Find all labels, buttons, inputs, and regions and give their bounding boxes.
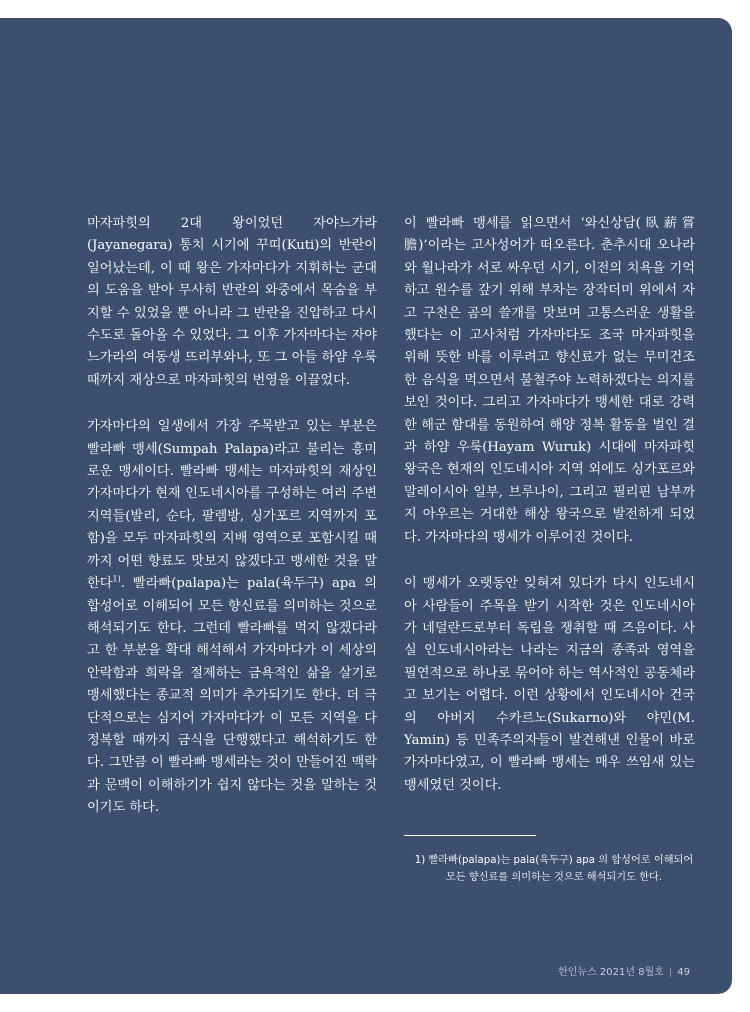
footnote-line: 1) 빨라빠(palapa)는 pala(육두구) apa 의 합성어로 이해되어	[414, 855, 694, 866]
page-number: 49	[677, 967, 690, 978]
footnote	[404, 852, 704, 886]
body-paragraph	[87, 416, 377, 819]
footnote-divider	[404, 835, 536, 836]
body-paragraph: 마자파힛의 2대 왕이었던 자야느가라(Jayanegara) 통치 시기에 꾸띠(Kuti)의 반란이 일어났는데, 이 때 왕은 가자마다가 지휘하는 군대의 도움을 받아 무사히 반란의 와중에서 목숨을 부지할 수 있었을 뿐 아니라 그 반란을 진압하고 다시 수도로 돌아올 수 있었다. 그 이후 가자마다는 자야느가라의 여동생 뜨리부와나, 또 그 아들 하얌 우룩 때까지 재상으로 마자파힛의 번영을 이끌었다.	[87, 216, 377, 388]
publication-name: 한인뉴스 2021년 8월호	[558, 967, 664, 978]
body-paragraph: 이 빨라빠 맹세를 읽으면서 ‘와신상담(臥薪嘗膽)’이라는 고사성어가 떠오른다. 춘추시대 오나라와 월나라가 서로 싸우던 시기, 이전의 치욕을 기억하고 원수를 갚기 위해 부차는 장작더미 위에서 자고 구천은 곰의 쓸개를 맛보며 고통스러운 생활을 했다는 이 고사처럼 가자마다도 조국 마자파힛을 위해 뜻한 바를 이루려고 향신료가 없는 무미건조한 음식을 먹으면서 불철주야 노력하겠다는 의지를 보인 것이다. 그리고 가자마다가 맹세한 대로 강력한 해군 함대를 동원하여 해양 정복 활동을 벌인 결과 하얌 우룩(Hayam Wuruk) 시대에 마자파힛 왕국은 현재의 인도네시아 지역 외에도 싱가포르와 말레이시아 일부, 브루나이, 그리고 필리핀 남부까지 아우르는 거대한 해상 왕국으로 발전하게 되었다. 가자마다의 맹세가 이루어진 것이다.	[404, 216, 695, 545]
left-column	[87, 213, 377, 844]
body-paragraph: 이 맹세가 오랫동안 잊혀져 있다가 다시 인도네시아 사람들이 주목을 받기 시작한 것은 인도네시아가 네덜란드로부터 독립을 쟁취할 때 즈음이다. 사실 인도네시아라는 나라는 지금의 종족과 영역을 필연적으로 하나로 묶어야 하는 역사적인 공동체라고 보기는 어렵다. 이런 상황에서 인도네시아 건국의 아버지 수카르노(Sukarno)와 야민(M. Yamin) 등 민족주의자들이 발견해낸 인물이 바로 가자마다였고, 이 빨라빠 맹세는 매우 쓰임새 있는 맹세였던 것이다.	[404, 576, 695, 793]
paragraph-text: 가자마다의 일생에서 가장 주목받고 있는 부분은 빨라빠 맹세(Sumpah Palapa)라고 불리는 흥미로운 맹세이다. 빨라빠 맹세는 마자파힛의 재상인 가자마다가 현재 인도네시아를 구성하는 여러 주변 지역들(발리, 순다, 팔렘방, 싱가포르 지역까지 포함)을 모두 마자파힛의 지배 영역으로 포함시킬 때까지 어떤 향료도 맛보지 않겠다고 맹세한 것을 말한다	[87, 419, 377, 592]
page-folio	[558, 963, 690, 978]
footnote-ref[interactable]: 1)	[112, 574, 121, 584]
footnote-line: 모든 향신료를 의미하는 것으로 해석되기도 한다.	[445, 872, 663, 883]
right-column	[404, 213, 695, 821]
folio-separator: |	[668, 967, 673, 978]
paragraph-text: . 빨라빠(palapa)는 pala(육두구) apa 의 합성어로 이해되어 모든 향신료를 의미하는 것으로 해석되기도 한다. 그런데 빨라빠를 먹지 않겠다라고 한 부분을 확대 해석해서 가자마다가 이 세상의 안락함과 희락을 절제하는 금욕적인 삶을 살기로 맹세했다는 종교적 의미가 추가되기도 한다. 더 극단적으로는 심지어 가자마다가 이 모든 지역을 다 정복할 때까지 금식을 단행했다고 해석하기도 한다. 그만큼 이 빨라빠 맹세라는 것이 만들어진 맥락과 문맥이 이해하기가 쉽지 않다는 것을 말하는 것이기도 하다.	[87, 576, 377, 816]
